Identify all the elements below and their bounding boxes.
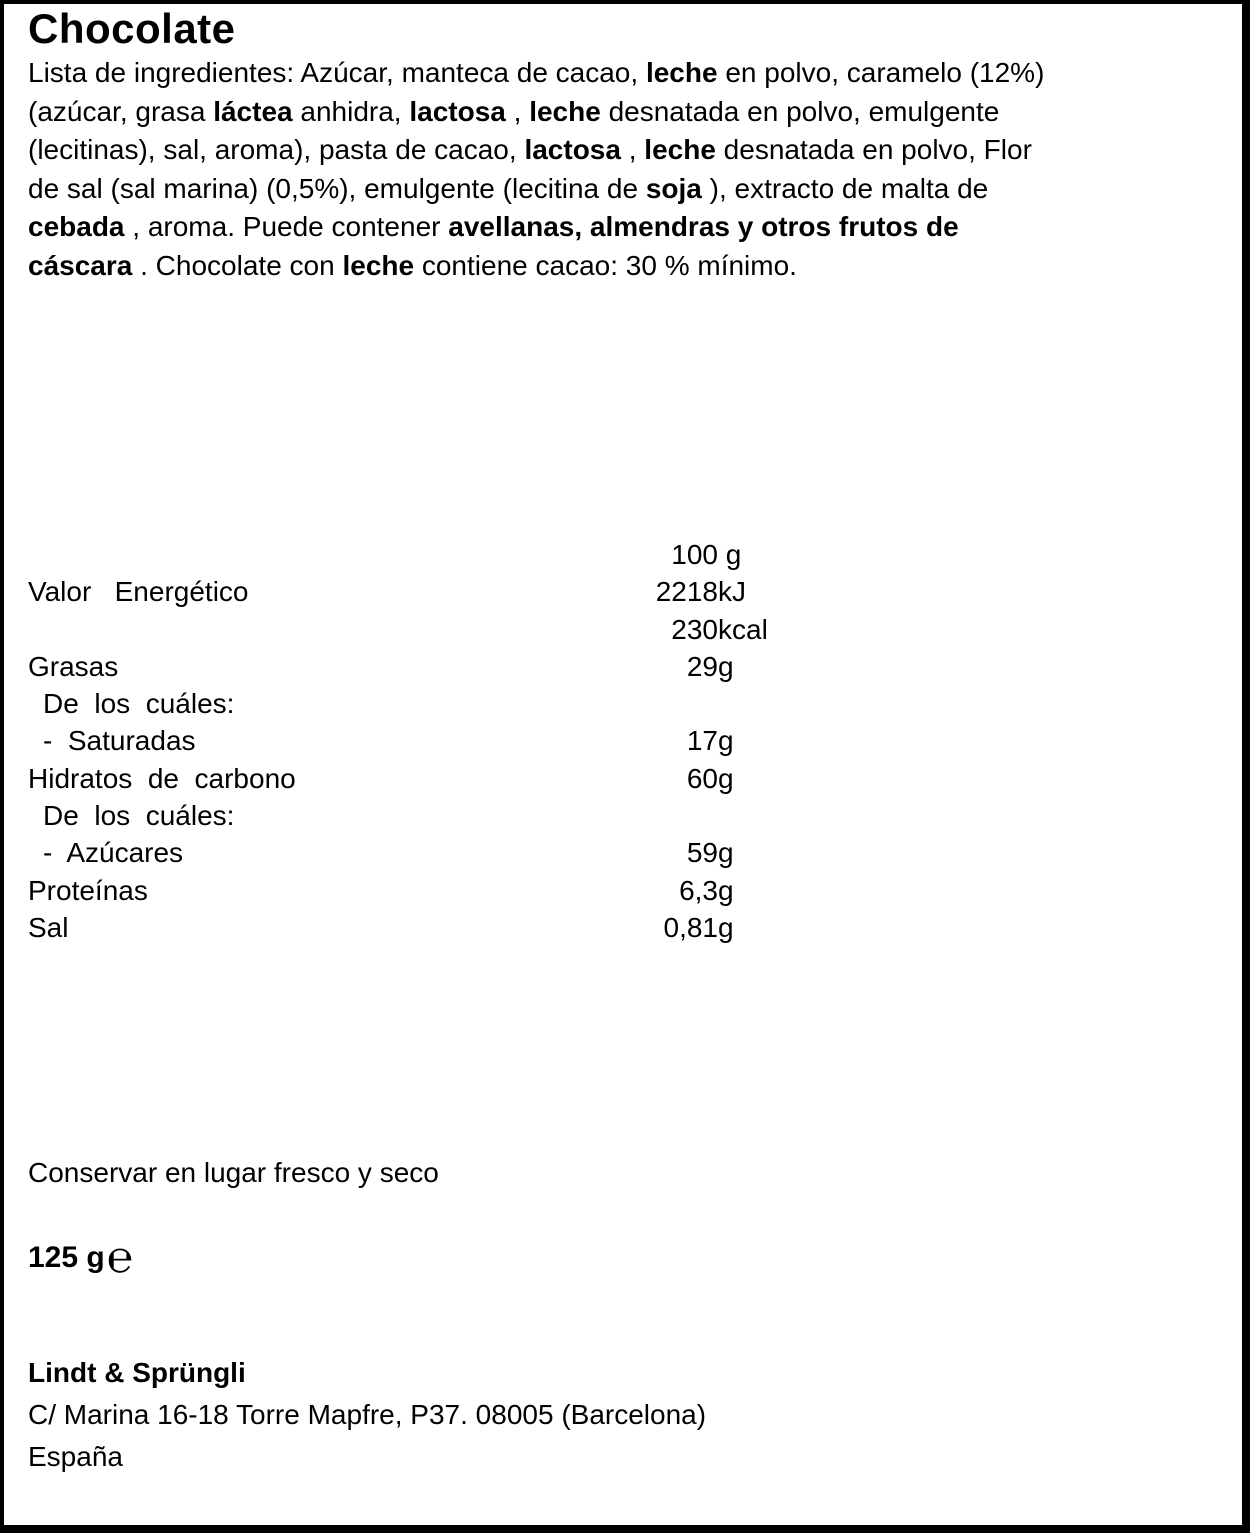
estimated-sign: ℮	[106, 1233, 134, 1282]
allergen-text: lactosa	[524, 134, 621, 165]
ingredients-line	[28, 170, 1228, 209]
nutrition-row	[28, 909, 1128, 946]
nutrient-value: 100	[671, 539, 718, 570]
ingredient-text: ,	[505, 95, 530, 127]
nutrient-unit: g	[718, 762, 734, 794]
nutrient-value: 17	[686, 725, 718, 757]
allergen-text: leche	[645, 57, 718, 88]
ingredient-text: de sal (sal marina) (0,5%), emulgente (lecitina de	[28, 172, 646, 204]
nutrition-row	[28, 648, 1128, 685]
manufacturer-info	[28, 1352, 706, 1478]
ingredients-line	[28, 54, 1228, 93]
ingredient-text: ), extracto de malta de	[701, 172, 989, 204]
ingredient-text: . Chocolate con	[132, 249, 343, 281]
net-weight	[28, 1233, 134, 1282]
nutrient-value	[468, 685, 718, 722]
allergen-text: leche	[644, 134, 716, 165]
nutrient-label: Proteínas	[28, 874, 148, 906]
ingredients-line	[28, 131, 1228, 170]
nutrient-unit: g	[718, 725, 734, 757]
ingredient-text: (azúcar, grasa	[28, 95, 214, 127]
nutrition-row	[28, 834, 1128, 871]
ingredients-text	[28, 54, 1228, 285]
allergen-text: avellanas, almendras y otros frutos de	[448, 211, 959, 242]
nutrient-label	[28, 611, 468, 648]
ingredients-line	[28, 93, 1228, 132]
nutrition-row	[28, 685, 1128, 722]
nutrient-unit: g	[718, 874, 734, 906]
nutrition-row	[28, 722, 1128, 759]
page-title: Chocolate	[28, 5, 236, 52]
nutrient-value: 59	[686, 837, 718, 869]
nutrient-value: 6,3	[679, 874, 718, 906]
allergen-text: cáscara	[28, 249, 133, 281]
nutrient-value: 29	[686, 650, 718, 682]
net-weight-amount: 125 g	[28, 1241, 105, 1274]
nutrient-label: - Azúcares	[43, 837, 184, 869]
manufacturer-country: España	[28, 1441, 123, 1472]
nutrient-value: 60	[686, 762, 718, 794]
allergen-text: cebada	[28, 211, 125, 242]
nutrient-label: Hidratos de carbono	[28, 762, 296, 794]
ingredient-text: desnatada en polvo, emulgente	[600, 95, 1000, 127]
nutrient-value: 2218	[655, 576, 718, 608]
ingredient-text: en polvo, caramelo (12%)	[717, 57, 1045, 88]
manufacturer-name: Lindt & Sprüngli	[28, 1357, 246, 1388]
nutrient-unit: g	[718, 539, 742, 570]
nutrient-value: 0,81	[663, 911, 718, 943]
ingredient-text: contiene cacao: 30 % mínimo.	[414, 249, 797, 281]
nutrient-unit: kcal	[718, 613, 768, 645]
allergen-text: lactosa	[409, 95, 506, 127]
nutrition-row	[28, 611, 1128, 648]
ingredient-text: , aroma. Puede contener	[124, 211, 449, 242]
nutrition-row	[28, 797, 1128, 834]
nutrient-label: Valor Energético	[28, 576, 249, 608]
nutrient-label	[28, 536, 468, 573]
ingredient-text: Lista de ingredientes: Azúcar, manteca de cacao,	[28, 57, 646, 88]
allergen-text: soja	[645, 172, 702, 204]
nutrition-row	[28, 573, 1128, 610]
nutrient-unit: kJ	[718, 576, 746, 608]
nutrient-label: Grasas	[28, 650, 119, 682]
nutrient-label: Sal	[28, 911, 69, 943]
allergen-text: leche	[529, 95, 601, 127]
nutrient-label: - Saturadas	[43, 725, 196, 757]
nutrient-value: 230	[671, 613, 718, 645]
nutrition-column-header	[28, 536, 1128, 573]
storage-instructions: Conservar en lugar fresco y seco	[28, 1157, 439, 1188]
ingredients-line	[28, 247, 1228, 286]
nutrient-unit: g	[718, 650, 734, 682]
nutrient-unit: g	[718, 837, 734, 869]
allergen-text: láctea	[213, 95, 293, 127]
nutrition-row	[28, 872, 1128, 909]
nutrition-row	[28, 760, 1128, 797]
nutrient-label: De los cuáles:	[43, 688, 235, 720]
ingredients-line	[28, 208, 1228, 247]
manufacturer-address: C/ Marina 16-18 Torre Mapfre, P37. 08005 (Barcelona)	[28, 1399, 707, 1430]
allergen-text: leche	[342, 249, 415, 281]
ingredient-text: ,	[620, 134, 645, 165]
nutrient-value	[468, 797, 718, 834]
ingredient-text: (lecitinas), sal, aroma), pasta de cacao,	[28, 134, 525, 165]
ingredient-text: anhidra,	[292, 95, 410, 127]
nutrition-table	[28, 536, 1128, 946]
nutrient-unit: g	[718, 911, 734, 943]
ingredient-text: desnatada en polvo, Flor	[715, 134, 1032, 165]
nutrient-label: De los cuáles:	[43, 800, 235, 832]
